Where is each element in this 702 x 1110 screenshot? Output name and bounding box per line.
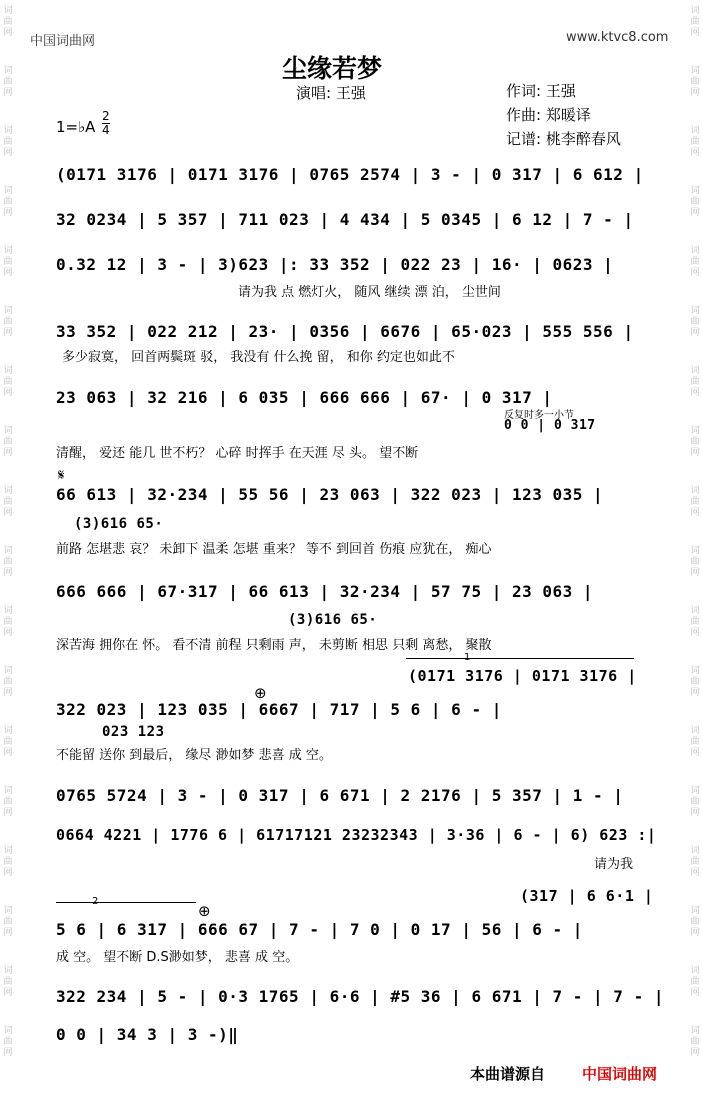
watermark-glyph: 网 — [3, 928, 13, 938]
watermark-glyph: 词 — [3, 606, 13, 616]
watermark-glyph: 曲 — [690, 977, 700, 987]
watermark-glyph: 词 — [3, 486, 13, 496]
song-title: 尘缘若梦 — [282, 54, 383, 83]
bracket-phrase-1: (0171 3176 | 0171 3176 | — [408, 667, 637, 685]
watermark-glyph: 词 — [3, 546, 13, 556]
watermark-glyph: 网 — [3, 388, 13, 398]
watermark-glyph: 网 — [3, 628, 13, 638]
watermark-glyph: 词 — [3, 126, 13, 136]
alt-phrase-3: 023 123 — [102, 724, 165, 740]
segno-sign: 𝄋 — [58, 466, 65, 484]
lyrics-line-5: 清醒， 爱还 能几 世不朽？ 心碎 时挥手 在天涯 尽 头。 望不断 — [56, 446, 419, 461]
watermark-glyph: 网 — [3, 208, 13, 218]
watermark-glyph: 词 — [690, 426, 700, 436]
watermark-glyph: 曲 — [690, 197, 700, 207]
lyrics-line-11: 成 空。 望不断 D.S渺如梦， 悲喜 成 空。 — [56, 950, 299, 965]
watermark-glyph: 词 — [3, 906, 13, 916]
watermark-glyph: 词 — [690, 726, 700, 736]
volta-1-bracket — [406, 658, 634, 659]
watermark-glyph: 网 — [690, 328, 700, 338]
watermark-glyph: 曲 — [690, 797, 700, 807]
score-line-10: 0664 4221 | 1776 6 | 61717121 23232343 | 3·36 | 6 - | 6) 623 :| — [56, 826, 657, 844]
watermark-glyph: 曲 — [690, 17, 700, 27]
watermark-glyph: 网 — [690, 1048, 700, 1058]
watermark-glyph: 网 — [3, 748, 13, 758]
volta-2-bracket — [56, 902, 196, 903]
watermark-glyph: 网 — [690, 568, 700, 578]
watermark-glyph: 词 — [690, 606, 700, 616]
watermark-glyph: 曲 — [3, 677, 13, 687]
watermark-glyph: 词 — [690, 66, 700, 76]
watermark-glyph: 网 — [3, 88, 13, 98]
watermark-glyph: 曲 — [3, 137, 13, 147]
coda-sign-1: ⊕ — [254, 684, 267, 702]
watermark-glyph: 词 — [690, 546, 700, 556]
watermark-glyph: 曲 — [3, 77, 13, 87]
watermark-glyph: 网 — [3, 28, 13, 38]
site-url-right: www.ktvc8.com — [566, 30, 669, 45]
score-line-12: 322 234 | 5 - | 0·3 1765 | 6·6 | #5 36 | 6 671 | 7 - | 7 - | — [56, 987, 664, 1006]
watermark-glyph: 词 — [690, 306, 700, 316]
time-top: 2 — [102, 109, 110, 123]
watermark-glyph: 曲 — [3, 497, 13, 507]
watermark-glyph: 词 — [3, 966, 13, 976]
time-bottom: 4 — [102, 123, 110, 137]
watermark-glyph: 网 — [3, 868, 13, 878]
lyrics-line-10: 请为我 — [594, 857, 634, 872]
source-site: 中国词曲网 — [582, 1065, 658, 1083]
volta-2-label: 2 — [92, 896, 99, 907]
watermark-glyph: 词 — [3, 846, 13, 856]
composer-credit: 作曲: 郑暖译 — [506, 106, 591, 124]
watermark-glyph: 曲 — [3, 17, 13, 27]
lyrics-line-7: 深苦海 拥你在 怀。 看不清 前程 只剩雨 声， 未剪断 相思 只剩 离愁， 聚散 — [56, 638, 492, 653]
watermark-glyph: 曲 — [3, 317, 13, 327]
watermark-glyph: 网 — [3, 808, 13, 818]
watermark-glyph: 网 — [690, 148, 700, 158]
watermark-glyph: 网 — [3, 988, 13, 998]
watermark-glyph: 网 — [3, 568, 13, 578]
volta-1-label: 1 — [464, 652, 471, 663]
source-label: 本曲谱源自 — [470, 1065, 546, 1083]
watermark-glyph: 网 — [3, 1048, 13, 1058]
score-line-5: 23 063 | 32 216 | 6 035 | 666 666 | 67· | 0 317 | — [56, 388, 553, 407]
watermark-glyph: 词 — [3, 366, 13, 376]
watermark-glyph: 词 — [3, 6, 13, 16]
watermark-glyph: 词 — [3, 786, 13, 796]
watermark-glyph: 曲 — [690, 317, 700, 327]
watermark-glyph: 曲 — [3, 557, 13, 567]
score-line-6: 66 613 | 32·234 | 55 56 | 23 063 | 322 023 | 123 035 | — [56, 485, 604, 504]
watermark-glyph: 网 — [3, 268, 13, 278]
alt-phrase-2: (3)616 65· — [288, 612, 378, 628]
watermark-glyph: 曲 — [3, 377, 13, 387]
watermark-glyph: 网 — [690, 208, 700, 218]
lyrics-line-3: 请为我 点 燃灯火， 随风 继续 漂 泊， 尘世间 — [238, 285, 501, 300]
watermark-glyph: 网 — [3, 508, 13, 518]
watermark-glyph: 词 — [690, 186, 700, 196]
repeat-note: 反复时多一小节 — [504, 410, 574, 421]
watermark-glyph: 词 — [690, 366, 700, 376]
lyrics-line-8: 不能留 送你 到最后， 缘尽 渺如梦 悲喜 成 空。 — [56, 748, 332, 763]
watermark-glyph: 曲 — [690, 1037, 700, 1047]
singer-credit: 演唱: 王强 — [296, 84, 366, 102]
watermark-glyph: 词 — [3, 1026, 13, 1036]
watermark-glyph: 曲 — [690, 557, 700, 567]
watermark-glyph: 词 — [3, 726, 13, 736]
watermark-glyph: 网 — [690, 448, 700, 458]
watermark-glyph: 词 — [690, 246, 700, 256]
watermark-glyph: 词 — [690, 666, 700, 676]
bracket-phrase-2: (317 | 6 6·1 | — [520, 887, 654, 905]
score-line-9: 0765 5724 | 3 - | 0 317 | 6 671 | 2 2176 | 5 357 | 1 - | — [56, 786, 624, 805]
score-line-8: 322 023 | 123 035 | 6667 | 717 | 5 6 | 6 - | — [56, 700, 502, 719]
watermark-glyph: 网 — [690, 268, 700, 278]
watermark-glyph: 网 — [690, 508, 700, 518]
watermark-glyph: 词 — [3, 666, 13, 676]
watermark-glyph: 词 — [3, 186, 13, 196]
watermark-glyph: 曲 — [690, 137, 700, 147]
watermark-glyph: 曲 — [690, 497, 700, 507]
watermark-glyph: 曲 — [690, 677, 700, 687]
watermark-glyph: 曲 — [3, 617, 13, 627]
watermark-glyph: 曲 — [690, 917, 700, 927]
key-signature: 1=♭A — [56, 118, 96, 136]
watermark-glyph: 曲 — [3, 257, 13, 267]
watermark-glyph: 曲 — [690, 437, 700, 447]
lyrics-line-6: 前路 怎堪悲 哀？ 未卸下 温柔 怎堪 重来？ 等不 到回首 伤痕 应犹在， 痴心 — [56, 542, 492, 557]
score-line-11: 5 6 | 6 317 | 666 67 | 7 - | 7 0 | 0 17 | 56 | 6 - | — [56, 920, 583, 939]
watermark-glyph: 网 — [690, 748, 700, 758]
watermark-glyph: 曲 — [690, 77, 700, 87]
watermark-glyph: 网 — [690, 628, 700, 638]
watermark-glyph: 曲 — [690, 377, 700, 387]
repeat-alt: 0 0 | 0 317 — [504, 418, 596, 433]
watermark-glyph: 词 — [690, 486, 700, 496]
watermark-glyph: 词 — [690, 906, 700, 916]
lyrics-line-4: 多少寂寞， 回首两鬓斑 驳， 我没有 什么挽 留， 和你 约定也如此不 — [62, 350, 455, 365]
score-line-3: 0.32 12 | 3 - | 3)623 |: 33 352 | 022 23 | 16· | 0623 | — [56, 255, 614, 274]
score-line-13: 0 0 | 34 3 | 3 -)‖ — [56, 1025, 239, 1044]
score-line-4: 33 352 | 022 212 | 23· | 0356 | 6676 | 65·023 | 555 556 | — [56, 322, 634, 341]
lyricist-credit: 作词: 王强 — [506, 82, 576, 100]
transcriber-credit: 记谱: 桃李醉春风 — [506, 130, 621, 148]
watermark-glyph: 曲 — [3, 437, 13, 447]
watermark-glyph: 曲 — [3, 737, 13, 747]
watermark-glyph: 网 — [3, 448, 13, 458]
score-line-7: 666 666 | 67·317 | 66 613 | 32·234 | 57 75 | 23 063 | — [56, 582, 594, 601]
watermark-glyph: 曲 — [3, 1037, 13, 1047]
watermark-glyph: 网 — [690, 388, 700, 398]
watermark-glyph: 网 — [690, 688, 700, 698]
score-line-2: 32 0234 | 5 357 | 711 023 | 4 434 | 5 0345 | 6 12 | 7 - | — [56, 210, 634, 229]
site-name-left: 中国词曲网 — [30, 34, 96, 49]
watermark-glyph: 曲 — [690, 857, 700, 867]
watermark-glyph: 网 — [690, 808, 700, 818]
watermark-glyph: 曲 — [690, 617, 700, 627]
watermark-glyph: 网 — [690, 868, 700, 878]
score-line-1: (0171 3176 | 0171 3176 | 0765 2574 | 3 - | 0 317 | 6 612 | — [56, 165, 644, 184]
alt-phrase-1: (3)616 65· — [74, 516, 164, 532]
watermark-glyph: 网 — [690, 28, 700, 38]
watermark-glyph: 网 — [3, 148, 13, 158]
watermark-glyph: 网 — [690, 88, 700, 98]
watermark-glyph: 词 — [690, 1026, 700, 1036]
watermark-glyph: 词 — [690, 786, 700, 796]
time-signature — [102, 110, 110, 137]
watermark-glyph: 词 — [690, 846, 700, 856]
watermark-glyph: 曲 — [690, 737, 700, 747]
watermark-glyph: 词 — [3, 306, 13, 316]
watermark-glyph: 曲 — [3, 857, 13, 867]
watermark-glyph: 词 — [3, 426, 13, 436]
watermark-glyph: 曲 — [3, 797, 13, 807]
watermark-glyph: 词 — [690, 6, 700, 16]
watermark-glyph: 网 — [690, 988, 700, 998]
coda-sign-2: ⊕ — [198, 902, 211, 920]
watermark-glyph: 词 — [690, 126, 700, 136]
watermark-glyph: 曲 — [3, 977, 13, 987]
watermark-glyph: 词 — [3, 246, 13, 256]
watermark-glyph: 网 — [690, 928, 700, 938]
watermark-glyph: 词 — [3, 66, 13, 76]
watermark-glyph: 曲 — [3, 197, 13, 207]
watermark-glyph: 曲 — [690, 257, 700, 267]
watermark-glyph: 词 — [690, 966, 700, 976]
watermark-glyph: 网 — [3, 688, 13, 698]
watermark-glyph: 网 — [3, 328, 13, 338]
watermark-glyph: 曲 — [3, 917, 13, 927]
